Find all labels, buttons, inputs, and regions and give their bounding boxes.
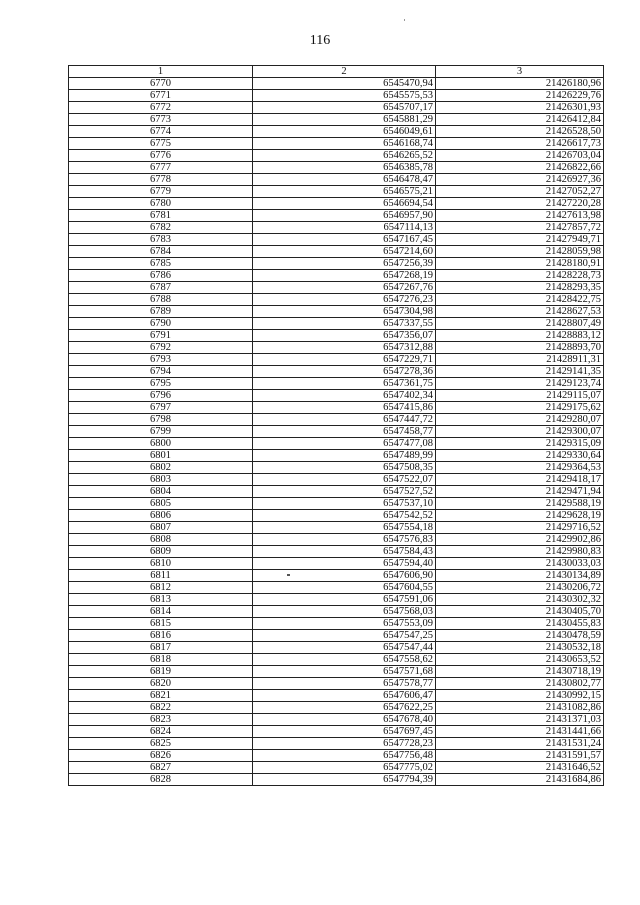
point-number-cell: 6792 (69, 342, 253, 354)
y-coordinate-cell: 21428293,35 (436, 282, 604, 294)
x-coordinate-cell: 6547697,45 (253, 726, 436, 738)
table-row (69, 702, 604, 714)
table-row (69, 330, 604, 342)
x-coordinate-cell: 6547554,18 (253, 522, 436, 534)
x-coordinate-cell: 6547267,76 (253, 282, 436, 294)
table-row (69, 414, 604, 426)
y-coordinate-cell: 21430802,77 (436, 678, 604, 690)
table-row (69, 666, 604, 678)
table-row (69, 774, 604, 786)
y-coordinate-cell: 21431591,57 (436, 750, 604, 762)
x-coordinate-cell: 6547576,83 (253, 534, 436, 546)
y-coordinate-cell: 21430302,32 (436, 594, 604, 606)
point-number-cell: 6799 (69, 426, 253, 438)
y-coordinate-cell: 21429628,19 (436, 510, 604, 522)
y-coordinate-cell: 21431646,52 (436, 762, 604, 774)
y-coordinate-cell: 21427613,98 (436, 210, 604, 222)
y-coordinate-cell: 21430992,15 (436, 690, 604, 702)
table-row (69, 510, 604, 522)
y-coordinate-cell: 21426412,84 (436, 114, 604, 126)
column-header-y: 3 (436, 66, 604, 78)
y-coordinate-cell: 21426822,66 (436, 162, 604, 174)
point-number-cell: 6810 (69, 558, 253, 570)
x-coordinate-cell: 6547114,13 (253, 222, 436, 234)
table-row (69, 78, 604, 90)
coordinates-table (68, 65, 604, 786)
x-coordinate-cell: 6545881,29 (253, 114, 436, 126)
table-row (69, 114, 604, 126)
y-coordinate-cell: 21431082,86 (436, 702, 604, 714)
x-coordinate-cell: 6547402,34 (253, 390, 436, 402)
y-coordinate-cell: 21431441,66 (436, 726, 604, 738)
table-row (69, 498, 604, 510)
table-row (69, 246, 604, 258)
x-coordinate-cell: 6547606,47 (253, 690, 436, 702)
y-coordinate-cell: 21429123,74 (436, 378, 604, 390)
x-coordinate-cell: 6547489,99 (253, 450, 436, 462)
point-number-cell: 6817 (69, 642, 253, 654)
table-row (69, 726, 604, 738)
x-coordinate-cell: 6547527,52 (253, 486, 436, 498)
y-coordinate-cell: 21430033,03 (436, 558, 604, 570)
y-coordinate-cell: 21426528,50 (436, 126, 604, 138)
x-coordinate-cell: 6547229,71 (253, 354, 436, 366)
table-row (69, 138, 604, 150)
x-coordinate-cell: 6547268,19 (253, 270, 436, 282)
point-number-cell: 6796 (69, 390, 253, 402)
point-number-cell: 6813 (69, 594, 253, 606)
table-row (69, 366, 604, 378)
point-number-cell: 6785 (69, 258, 253, 270)
y-coordinate-cell: 21428911,31 (436, 354, 604, 366)
x-coordinate-cell: 6547622,25 (253, 702, 436, 714)
x-coordinate-cell: 6547447,72 (253, 414, 436, 426)
table-row (69, 450, 604, 462)
point-number-cell: 6805 (69, 498, 253, 510)
point-number-cell: 6788 (69, 294, 253, 306)
table-row (69, 342, 604, 354)
table-row (69, 222, 604, 234)
x-coordinate-cell: 6547571,68 (253, 666, 436, 678)
x-coordinate-cell: 6547522,07 (253, 474, 436, 486)
y-coordinate-cell: 21430532,18 (436, 642, 604, 654)
x-coordinate-cell: 6547361,75 (253, 378, 436, 390)
x-coordinate-cell: 6547337,55 (253, 318, 436, 330)
x-coordinate-cell: 6546694,54 (253, 198, 436, 210)
point-number-cell: 6791 (69, 330, 253, 342)
page-number: 116 (309, 33, 331, 48)
x-coordinate-cell: 6547606,90 (253, 570, 436, 582)
x-coordinate-cell: 6547591,06 (253, 594, 436, 606)
x-coordinate-cell: 6547558,62 (253, 654, 436, 666)
table-row (69, 438, 604, 450)
x-coordinate-cell: 6547356,07 (253, 330, 436, 342)
point-number-cell: 6797 (69, 402, 253, 414)
x-coordinate-cell: 6547458,77 (253, 426, 436, 438)
y-coordinate-cell: 21430718,19 (436, 666, 604, 678)
y-coordinate-cell: 21427052,27 (436, 186, 604, 198)
column-header-x: 2 (253, 66, 436, 78)
x-coordinate-cell: 6547537,10 (253, 498, 436, 510)
x-coordinate-cell: 6547415,86 (253, 402, 436, 414)
y-coordinate-cell: 21428893,70 (436, 342, 604, 354)
x-coordinate-cell: 6547775,02 (253, 762, 436, 774)
y-coordinate-cell: 21430206,72 (436, 582, 604, 594)
point-number-cell: 6772 (69, 102, 253, 114)
y-coordinate-cell: 21426927,36 (436, 174, 604, 186)
y-coordinate-cell: 21429280,07 (436, 414, 604, 426)
point-number-cell: 6798 (69, 414, 253, 426)
table-row (69, 318, 604, 330)
x-coordinate-cell: 6547578,77 (253, 678, 436, 690)
y-coordinate-cell: 21431684,86 (436, 774, 604, 786)
point-number-cell: 6816 (69, 630, 253, 642)
table-row (69, 606, 604, 618)
table-row (69, 630, 604, 642)
point-number-cell: 6827 (69, 762, 253, 774)
y-coordinate-cell: 21429418,17 (436, 474, 604, 486)
y-coordinate-cell: 21429315,09 (436, 438, 604, 450)
scan-speck (404, 19, 405, 21)
table-row (69, 534, 604, 546)
x-coordinate-cell: 6547794,39 (253, 774, 436, 786)
point-number-cell: 6770 (69, 78, 253, 90)
point-number-cell: 6795 (69, 378, 253, 390)
y-coordinate-cell: 21431371,03 (436, 714, 604, 726)
table-row (69, 150, 604, 162)
point-number-cell: 6821 (69, 690, 253, 702)
x-coordinate-cell: 6547728,23 (253, 738, 436, 750)
y-coordinate-cell: 21430405,70 (436, 606, 604, 618)
x-coordinate-cell: 6547276,23 (253, 294, 436, 306)
y-coordinate-cell: 21429364,53 (436, 462, 604, 474)
x-coordinate-cell: 6546168,74 (253, 138, 436, 150)
point-number-cell: 6809 (69, 546, 253, 558)
point-number-cell: 6806 (69, 510, 253, 522)
table-row (69, 210, 604, 222)
scan-mark (287, 574, 290, 576)
x-coordinate-cell: 6547604,55 (253, 582, 436, 594)
x-coordinate-cell: 6547594,40 (253, 558, 436, 570)
x-coordinate-cell: 6547547,25 (253, 630, 436, 642)
y-coordinate-cell: 21428807,49 (436, 318, 604, 330)
point-number-cell: 6783 (69, 234, 253, 246)
point-number-cell: 6826 (69, 750, 253, 762)
table-row (69, 474, 604, 486)
point-number-cell: 6807 (69, 522, 253, 534)
table-row (69, 642, 604, 654)
table-header-row (69, 66, 604, 78)
table-row (69, 186, 604, 198)
x-coordinate-cell: 6547568,03 (253, 606, 436, 618)
y-coordinate-cell: 21429471,94 (436, 486, 604, 498)
x-coordinate-cell: 6545707,17 (253, 102, 436, 114)
table-row (69, 462, 604, 474)
point-number-cell: 6782 (69, 222, 253, 234)
y-coordinate-cell: 21429716,52 (436, 522, 604, 534)
y-coordinate-cell: 21426617,73 (436, 138, 604, 150)
point-number-cell: 6824 (69, 726, 253, 738)
y-coordinate-cell: 21428059,98 (436, 246, 604, 258)
column-header-point: 1 (69, 66, 253, 78)
table-row (69, 354, 604, 366)
x-coordinate-cell: 6547278,36 (253, 366, 436, 378)
point-number-cell: 6779 (69, 186, 253, 198)
x-coordinate-cell: 6547312,88 (253, 342, 436, 354)
point-number-cell: 6778 (69, 174, 253, 186)
y-coordinate-cell: 21428228,73 (436, 270, 604, 282)
x-coordinate-cell: 6547477,08 (253, 438, 436, 450)
table-row (69, 594, 604, 606)
point-number-cell: 6790 (69, 318, 253, 330)
table-row (69, 750, 604, 762)
point-number-cell: 6787 (69, 282, 253, 294)
point-number-cell: 6774 (69, 126, 253, 138)
y-coordinate-cell: 21426180,96 (436, 78, 604, 90)
x-coordinate-cell: 6547304,98 (253, 306, 436, 318)
point-number-cell: 6808 (69, 534, 253, 546)
point-number-cell: 6802 (69, 462, 253, 474)
table-row (69, 654, 604, 666)
table-row (69, 570, 604, 582)
x-coordinate-cell: 6545575,53 (253, 90, 436, 102)
point-number-cell: 6823 (69, 714, 253, 726)
table-row (69, 282, 604, 294)
x-coordinate-cell: 6547167,45 (253, 234, 436, 246)
y-coordinate-cell: 21426301,93 (436, 102, 604, 114)
point-number-cell: 6784 (69, 246, 253, 258)
y-coordinate-cell: 21426229,76 (436, 90, 604, 102)
y-coordinate-cell: 21429115,07 (436, 390, 604, 402)
y-coordinate-cell: 21430478,59 (436, 630, 604, 642)
y-coordinate-cell: 21429330,64 (436, 450, 604, 462)
table-row (69, 162, 604, 174)
y-coordinate-cell: 21428627,53 (436, 306, 604, 318)
x-coordinate-cell: 6547256,39 (253, 258, 436, 270)
y-coordinate-cell: 21427857,72 (436, 222, 604, 234)
point-number-cell: 6804 (69, 486, 253, 498)
point-number-cell: 6771 (69, 90, 253, 102)
table-row (69, 294, 604, 306)
table-row (69, 762, 604, 774)
point-number-cell: 6828 (69, 774, 253, 786)
table-row (69, 714, 604, 726)
x-coordinate-cell: 6546478,47 (253, 174, 436, 186)
x-coordinate-cell: 6547542,52 (253, 510, 436, 522)
table-row (69, 102, 604, 114)
x-coordinate-cell: 6547553,09 (253, 618, 436, 630)
table-row (69, 390, 604, 402)
y-coordinate-cell: 21428180,91 (436, 258, 604, 270)
point-number-cell: 6777 (69, 162, 253, 174)
y-coordinate-cell: 21427220,28 (436, 198, 604, 210)
y-coordinate-cell: 21430134,89 (436, 570, 604, 582)
point-number-cell: 6822 (69, 702, 253, 714)
x-coordinate-cell: 6547214,60 (253, 246, 436, 258)
table-row (69, 198, 604, 210)
table-row (69, 174, 604, 186)
table-row (69, 378, 604, 390)
y-coordinate-cell: 21428422,75 (436, 294, 604, 306)
x-coordinate-cell: 6547678,40 (253, 714, 436, 726)
table-row (69, 678, 604, 690)
x-coordinate-cell: 6547547,44 (253, 642, 436, 654)
y-coordinate-cell: 21427949,71 (436, 234, 604, 246)
y-coordinate-cell: 21429175,62 (436, 402, 604, 414)
point-number-cell: 6801 (69, 450, 253, 462)
point-number-cell: 6811 (69, 570, 253, 582)
point-number-cell: 6818 (69, 654, 253, 666)
point-number-cell: 6773 (69, 114, 253, 126)
x-coordinate-cell: 6546575,21 (253, 186, 436, 198)
y-coordinate-cell: 21430455,83 (436, 618, 604, 630)
table-row (69, 618, 604, 630)
y-coordinate-cell: 21429141,35 (436, 366, 604, 378)
point-number-cell: 6803 (69, 474, 253, 486)
table-row (69, 558, 604, 570)
y-coordinate-cell: 21429300,07 (436, 426, 604, 438)
point-number-cell: 6815 (69, 618, 253, 630)
y-coordinate-cell: 21429588,19 (436, 498, 604, 510)
x-coordinate-cell: 6546385,78 (253, 162, 436, 174)
point-number-cell: 6819 (69, 666, 253, 678)
point-number-cell: 6775 (69, 138, 253, 150)
point-number-cell: 6812 (69, 582, 253, 594)
table-row (69, 270, 604, 282)
point-number-cell: 6814 (69, 606, 253, 618)
table-row (69, 738, 604, 750)
table-row (69, 546, 604, 558)
table-row (69, 258, 604, 270)
table-row (69, 522, 604, 534)
table-row (69, 486, 604, 498)
point-number-cell: 6820 (69, 678, 253, 690)
table-row (69, 690, 604, 702)
y-coordinate-cell: 21430653,52 (436, 654, 604, 666)
y-coordinate-cell: 21426703,04 (436, 150, 604, 162)
x-coordinate-cell: 6547756,48 (253, 750, 436, 762)
x-coordinate-cell: 6546265,52 (253, 150, 436, 162)
x-coordinate-cell: 6545470,94 (253, 78, 436, 90)
table-row (69, 306, 604, 318)
y-coordinate-cell: 21429902,86 (436, 534, 604, 546)
table-row (69, 402, 604, 414)
point-number-cell: 6781 (69, 210, 253, 222)
table-row (69, 90, 604, 102)
point-number-cell: 6776 (69, 150, 253, 162)
table-row (69, 426, 604, 438)
table-row (69, 234, 604, 246)
point-number-cell: 6793 (69, 354, 253, 366)
y-coordinate-cell: 21428883,12 (436, 330, 604, 342)
point-number-cell: 6794 (69, 366, 253, 378)
y-coordinate-cell: 21429980,83 (436, 546, 604, 558)
x-coordinate-cell: 6546957,90 (253, 210, 436, 222)
point-number-cell: 6789 (69, 306, 253, 318)
point-number-cell: 6786 (69, 270, 253, 282)
x-coordinate-cell: 6546049,61 (253, 126, 436, 138)
x-coordinate-cell: 6547508,35 (253, 462, 436, 474)
table-row (69, 582, 604, 594)
x-coordinate-cell: 6547584,43 (253, 546, 436, 558)
table-row (69, 126, 604, 138)
point-number-cell: 6825 (69, 738, 253, 750)
point-number-cell: 6800 (69, 438, 253, 450)
table-body (69, 78, 604, 786)
point-number-cell: 6780 (69, 198, 253, 210)
y-coordinate-cell: 21431531,24 (436, 738, 604, 750)
